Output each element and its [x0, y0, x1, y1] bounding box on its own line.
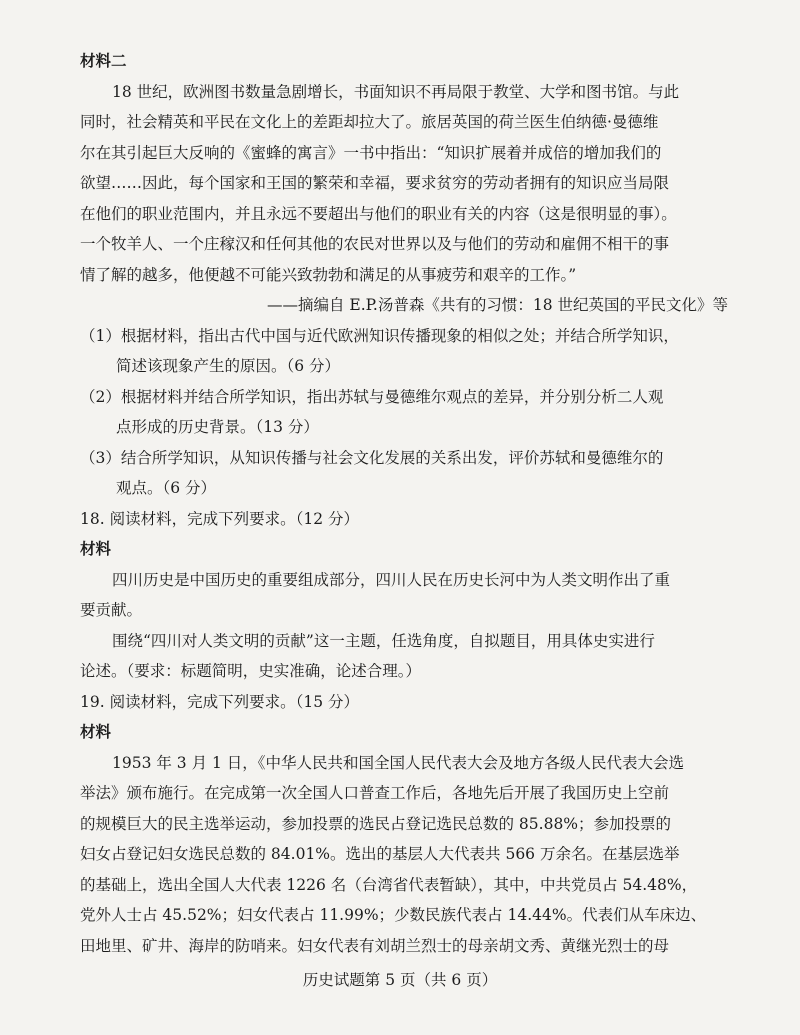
material2-line: 欲望……因此，每个国家和王国的繁荣和幸福，要求贫穷的劳动者拥有的知识应当局限	[80, 174, 670, 192]
page-footer: 历史试题第 5 页（共 6 页）	[302, 971, 498, 989]
question-17-3-cont: 观点。（6 分）	[116, 479, 217, 497]
material2-line: 18 世纪，欧洲图书数量急剧增长，书面知识不再局限于教堂、大学和图书馆。与此	[112, 82, 680, 101]
material2-line: 同时，社会精英和平民在文化上的差距却拉大了。旅居英国的荷兰医生伯纳德·曼德维	[80, 113, 659, 131]
question-18-material-line: 四川历史是中国历史的重要组成部分，四川人民在历史长河中为人类文明作出了重	[112, 570, 671, 589]
question-19-material-line: 党外人士占 45.52%；妇女代表占 11.99%；少数民族代表占 14.44%。代表们从车床边、	[80, 906, 707, 924]
question-19-material-label: 材料	[80, 722, 112, 741]
material2-line: 尔在其引起巨大反响的《蜜蜂的寓言》一书中指出：“知识扩展着并成倍的增加我们的	[80, 143, 662, 162]
question-17-3: （3）结合所学知识，从知识传播与社会文化发展的关系出发，评价苏轼和曼德维尔的	[80, 448, 664, 467]
question-19-material-line: 妇女占登记妇女选民总数的 84.01%。选出的基层人大代表共 566 万余名。在基层选举	[80, 845, 680, 863]
question-17-1: （1）根据材料，指出古代中国与近代欧洲知识传播现象的相似之处；并结合所学知识，	[80, 326, 679, 345]
question-18-material-line: 要贡献。	[80, 601, 143, 619]
question-19-material-line: 的规模巨大的民主选举运动，参加投票的选民占登记选民总数的 85.88%；参加投票的	[80, 814, 672, 833]
material2-heading: 材料二	[80, 51, 127, 70]
question-19-material-line: 举法》颁布施行。在完成第一次全国人口普查工作后，各地先后开展了我国历史上空前	[80, 784, 670, 802]
question-19-material-line: 的基础上，选出全国人大代表 1226 名（台湾省代表暂缺），其中，中共党员占 54.48%，	[80, 875, 698, 894]
question-18-material-label: 材料	[80, 539, 112, 558]
question-19-title: 19. 阅读材料，完成下列要求。（15 分）	[80, 692, 359, 711]
question-18-title: 18. 阅读材料，完成下列要求。（12 分）	[80, 509, 359, 528]
material2-line: 一个牧羊人、一个庄稼汉和任何其他的农民对世界以及与他们的劳动和雇佣不相干的事	[80, 235, 670, 253]
question-17-2: （2）根据材料并结合所学知识，指出苏轼与曼德维尔观点的差异，并分别分析二人观	[80, 387, 664, 406]
question-18-task-line: 围绕“四川对人类文明的贡献”这一主题，任选角度，自拟题目，用具体史实进行	[112, 631, 655, 650]
question-17-1-cont: 简述该现象产生的原因。（6 分）	[116, 357, 341, 375]
question-18-task-line: 论述。（要求：标题简明，史实准确，论述合理。）	[80, 662, 422, 680]
question-17-2-cont: 点形成的历史背景。（13 分）	[116, 418, 319, 436]
material2-source: ——摘编自 E.P.汤普森《共有的习惯：18 世纪英国的平民文化》等	[266, 296, 728, 314]
question-19-material-line: 田地里、矿井、海岸的防哨来。妇女代表有刘胡兰烈士的母亲胡文秀、黄继光烈士的母	[80, 936, 670, 955]
material2-line: 情了解的越多，他便越不可能兴致勃勃和满足的从事疲劳和艰辛的工作。”	[80, 265, 577, 284]
material2-line: 在他们的职业范围内，并且永远不要超出与他们的职业有关的内容（这是很明显的事）。	[80, 204, 677, 223]
question-19-material-line: 1953 年 3 月 1 日，《中华人民共和国全国人民代表大会及地方各级人民代表大会选	[112, 753, 685, 772]
